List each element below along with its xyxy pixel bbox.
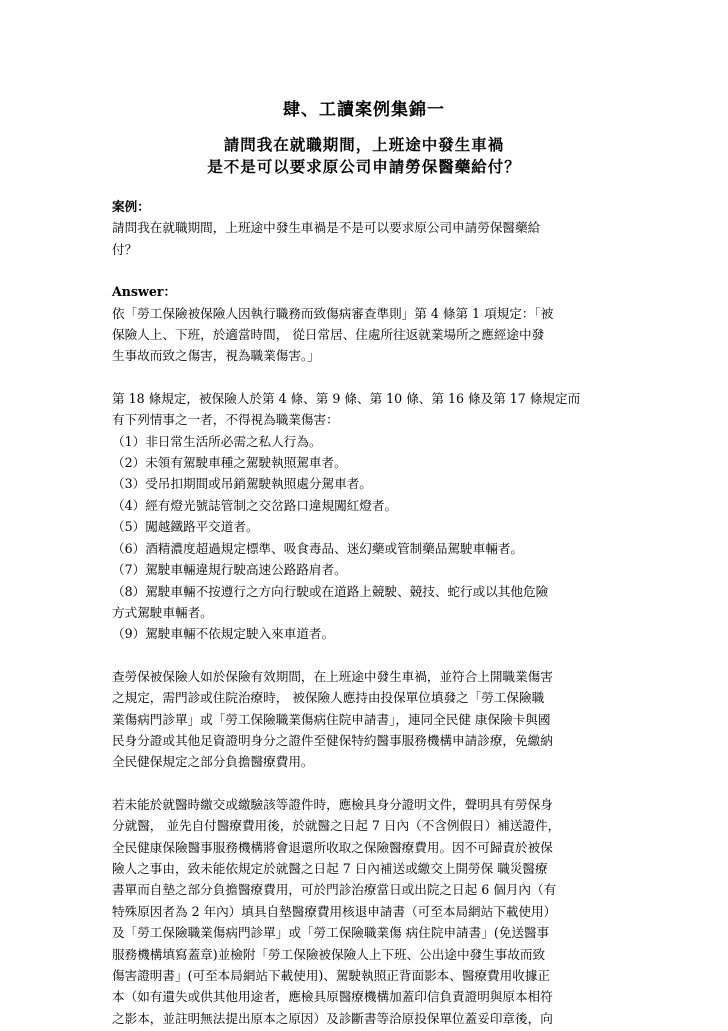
answer-heading: Answer： (112, 284, 177, 300)
answer-paragraph-2 (112, 388, 624, 645)
paragraph-line: 特殊原因者為 2 年內）填具自墊醫療費用核退申請書（可至本局網站下載使用） (112, 903, 557, 919)
paragraph-line: 民身分證或其他足資證明身分之證件至健保特約醫事服務機構申請診療，免繳納 (112, 732, 553, 748)
document-title: 肆、工讀案例集錦一 (283, 100, 445, 120)
paragraph-line: 第 18 條規定，被保險人於第 4 條、第 9 條、第 10 條、第 16 條及第 17 條規定而 (112, 390, 581, 406)
paragraph-line: 險人之事由，致未能依規定於就醫之日起 7 日內補送或繳交上開勞保 職災醫療 (112, 860, 548, 876)
case-line: 請問我在就職期間，上班途中發生車禍是不是可以要求原公司申請勞保醫藥給 (112, 220, 541, 236)
list-item: （3）受吊扣期間或吊銷駕駛執照處分駕車者。 (112, 476, 372, 492)
paragraph-line: 本（如有遺失或供其他用途者，應檢具原醫療機構加蓋印信負責證明與原本相符 (112, 989, 553, 1005)
document-body (112, 196, 624, 1029)
answer-paragraph-4 (112, 794, 624, 1029)
answer-paragraph-3 (112, 666, 624, 773)
paragraph-line: 之規定，需門診或住院治療時， 被保險人應持由投保單位填發之「勞工保險職 (112, 690, 545, 706)
list-item: （5）闖越鐵路平交道者。 (112, 519, 259, 535)
case-paragraph (112, 217, 624, 260)
paragraph-line: 若未能於就醫時繳交或繳驗該等證件時，應檢具身分證明文件，聲明具有勞保身 (112, 796, 553, 812)
list-item: （1）非日常生活所必需之私人行為。 (112, 433, 322, 449)
paragraph-line: 全民健保規定之部分負擔醫療費用。 (112, 754, 314, 770)
paragraph-line: 分就醫， 並先自付醫療費用後，於就醫之日起 7 日內（不含例假日）補送證件， (112, 818, 561, 834)
list-item: 方式駕駛車輛者。 (112, 604, 213, 620)
paragraph-line: 保險人上、下班，於適當時間， 從日常居、住處所往返就業場所之應經途中發 (112, 327, 545, 343)
list-item: （2）未領有駕駛車種之駕駛執照駕車者。 (112, 455, 347, 471)
list-item: （8）駕駛車輛不按遵行之方向行駛或在道路上競駛、競技、蛇行或以其他危險 (112, 583, 549, 599)
answer-paragraph-1 (112, 303, 624, 367)
paragraph-line: 傷害證明書」(可至本局網站下載使用)、駕駛執照正背面影本、醫療費用收據正 (112, 968, 551, 983)
list-item: （9）駕駛車輛不依規定駛入來車道者。 (112, 626, 335, 642)
list-item: （6）酒精濃度超過規定標準、吸食毒品、迷幻藥或管制藥品駕駛車輛者。 (112, 540, 524, 556)
paragraph-line: 依「勞工保險被保險人因執行職務而致傷病審查準則」第 4 條第 1 項規定：「被 (112, 305, 554, 321)
paragraph-line: 全民健康保險醫事服務機構將會退還所收取之保險醫療費用。因不可歸責於被保 (112, 839, 553, 855)
case-line: 付？ (112, 241, 138, 257)
list-item: （4）經有燈光號誌管制之交岔路口違規闖紅燈者。 (112, 497, 398, 513)
document-subtitle-line-1: 請問我在就職期間，上班途中發生車禍 (223, 136, 505, 154)
document-subtitle-line-2: 是不是可以要求原公司申請勞保醫藥給付？ (207, 158, 521, 176)
paragraph-line: 生事故而致之傷害，視為職業傷害。」 (112, 348, 320, 364)
paragraph-line: 書單而自墊之部分負擔醫療費用，可於門診治療當日或出院之日起 6 個月內（有 (112, 882, 557, 898)
list-item: （7）駕駛車輛違規行駛高速公路路肩者。 (112, 562, 347, 578)
paragraph-line: 之影本，並註明無法提出原本之原因）及診斷書等洽原投保單位蓋妥印章後，向 (112, 1010, 553, 1026)
case-heading: 案例： (112, 199, 150, 214)
paragraph-line: 查勞保被保險人如於保險有效期間，在上班途中發生車禍，並符合上開職業傷害 (112, 668, 553, 684)
paragraph-line: 有下列情事之一者，不得視為職業傷害： (112, 412, 339, 428)
paragraph-line: 業傷病門診單」或「勞工保險職業傷病住院申請書」，連同全民健 康保險卡與國 (112, 711, 551, 727)
paragraph-line: 服務機構填寫蓋章)並檢附「勞工保險被保險人上下班、公出途中發生事故而致 (112, 946, 546, 962)
paragraph-line: 及「勞工保險職業傷病門診單」或「勞工保險職業傷 病住院申請書」(免送醫事 (112, 925, 550, 941)
